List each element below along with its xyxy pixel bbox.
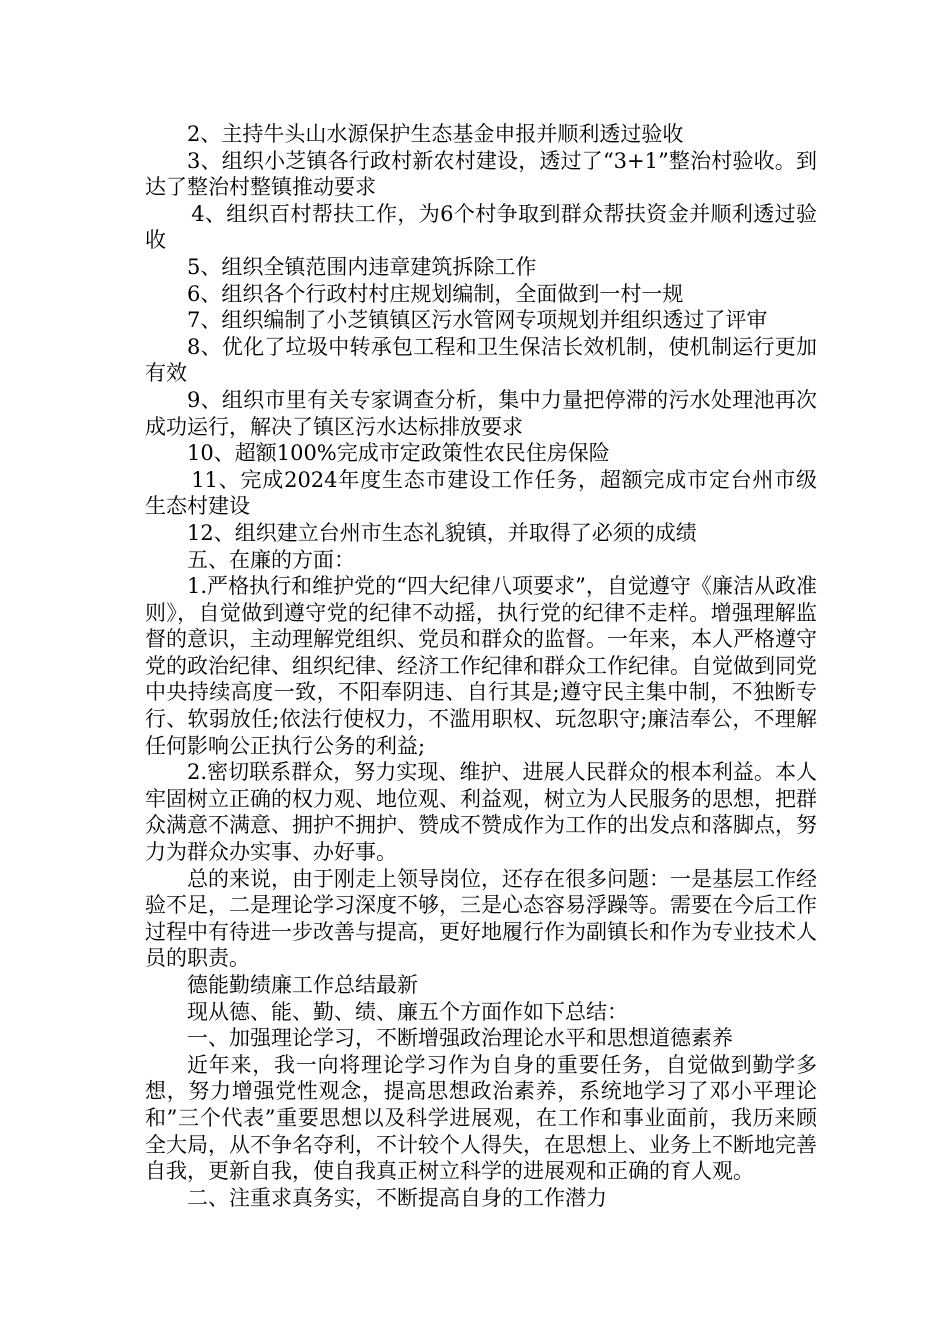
paragraph-item-11: 11、完成2024年度生态市建设工作任务，超额完成市定台州市级生态村建设 (145, 467, 817, 519)
paragraph-item-5: 5、组织全镇范围内违章建筑拆除工作 (187, 254, 537, 279)
paragraph-theory: 近年来，我一向将理论学习作为自身的重要任务，自觉做到勤学多想，努力增强党性观念，提高思想政治素养，系统地学习了邓小平理论和”三个代表”重要思想以及科学进展观，在工作和事业面前，我历来顾全大局，从不争名夺利，不计较个人得失，在思想上、业务上不断地完善自我，更新自我，使自我真正树立科学的进展观和正确的育人观。 (145, 1052, 817, 1184)
paragraph-summary: 总的来说，由于刚走上领导岗位，还存在很多问题：一是基层工作经验不足，二是理论学习深度不够，三是心态容易浮躁等。需要在今后工作过程中有待进一步改善与提高，更好地履行作为副镇长和作为专业技术人员的职责。 (145, 866, 817, 971)
intro-paragraph: 现从德、能、勤、绩、廉五个方面作如下总结： (187, 999, 628, 1024)
section-heading-theory: 一、加强理论学习，不断增强政治理论水平和思想道德素养 (187, 1026, 733, 1051)
document-title: 德能勤绩廉工作总结最新 (187, 973, 418, 997)
section-heading-integrity: 五、在廉的方面： (187, 547, 355, 572)
paragraph-discipline: 1.严格执行和维护党的“四大纪律八项要求”，自觉遵守《廉洁从政准则》，自觉做到遵守党的纪律不动摇，执行党的纪律不走样。增强理解监督的意识，主动理解党组织、党员和群众的监督。一年来，本人严格遵守党的政治纪律、组织纪律、经济工作纪律和群众工作纪律。自觉做到同党中央持续高度一致，不阳奉阴违、自行其是;遵守民主集中制，不独断专行、软弱放任;依法行使权力，不滥用职权、玩忽职守;廉洁奉公，不理解任何影响公正执行公务的利益; (145, 574, 817, 758)
paragraph-item-4: 4、组织百村帮扶工作，为6个村争取到群众帮扶资金并顺利透过验收 (145, 201, 817, 253)
paragraph-item-3: 3、组织小芝镇各行政村新农村建设，透过了“3+1”整治村验收。到达了整治村整镇推动要求 (145, 148, 817, 200)
section-heading-practice: 二、注重求真务实，不断提高自身的工作潜力 (187, 1185, 607, 1210)
paragraph-item-9: 9、组织市里有关专家调查分析，集中力量把停滞的污水处理池再次成功运行，解决了镇区污水达标排放要求 (145, 387, 817, 439)
paragraph-item-2: 2、主持牛头山水源保护生态基金申报并顺利透过验收 (187, 122, 684, 146)
paragraph-item-8: 8、优化了垃圾中转承包工程和卫生保洁长效机制，使机制运行更加有效 (145, 334, 817, 386)
paragraph-item-10: 10、超额100%完成市定政策性农民住房保险 (187, 441, 610, 466)
document-page (145, 121, 817, 1211)
paragraph-item-6: 6、组织各个行政村村庄规划编制，全面做到一村一规 (187, 281, 684, 306)
paragraph-item-7: 7、组织编制了小芝镇镇区污水管网专项规划并组织透过了评审 (187, 308, 768, 333)
paragraph-masses: 2.密切联系群众，努力实现、维护、进展人民群众的根本利益。本人牢固树立正确的权力观、地位观、利益观，树立为人民服务的思想，把群众满意不满意、拥护不拥护、赞成不赞成作为工作的出发点和落脚点，努力为群众办实事、办好事。 (145, 760, 817, 865)
paragraph-item-12: 12、组织建立台州市生态礼貌镇，并取得了必须的成绩 (187, 520, 697, 545)
